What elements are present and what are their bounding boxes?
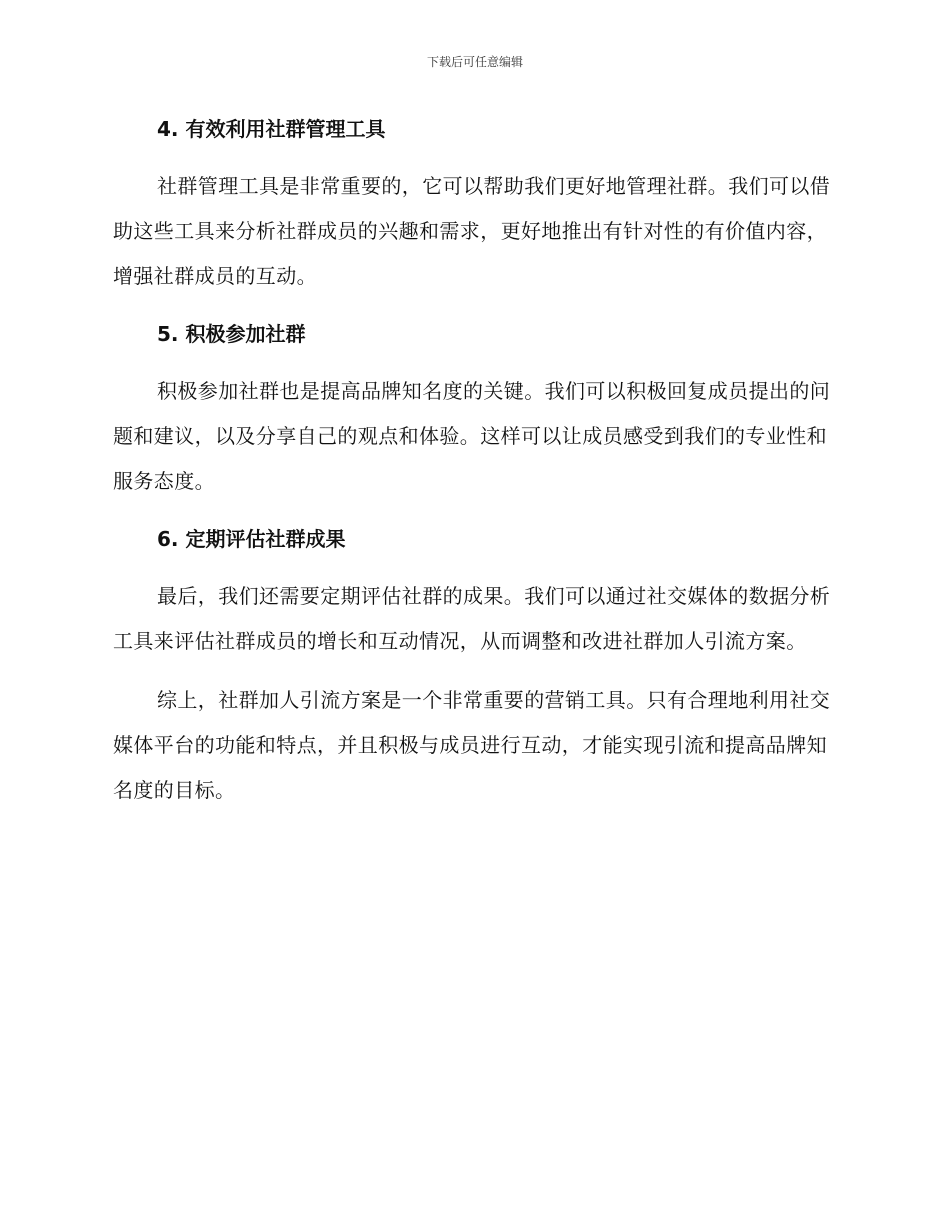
paragraph-line: 综上，社群加人引流方案是一个非常重要的营销工具。只有合理地利用 [157,688,790,712]
paragraph-line: 以借助这些工具来分析社群成员的兴趣和需求，更好地推出有针对性的有价 [113,174,831,243]
section-heading-4: 4. 有效利用社群管理工具 [157,117,386,141]
paragraph-line: 方案。 [745,629,807,653]
document-body [113,108,833,813]
paragraph-line: 最后，我们还需要定期评估社群的成果。我们可以通过社交媒体的数据 [157,584,790,608]
section-heading-6: 6. 定期评估社群成果 [157,527,346,551]
paragraph-line: 的问题和建议，以及分享自己的观点和体验。这样可以让成员感受到我们的 [113,379,831,448]
section-4-paragraph [113,164,833,299]
page-header: 下载后可任意编辑 [426,55,523,69]
section-5-paragraph [113,369,833,504]
paragraph-line: 专业性和服务态度。 [113,424,828,493]
paragraph-line: 社群管理工具是非常重要的，它可以帮助我们更好地管理社群。我们可 [157,174,790,198]
paragraph-line: 社交媒体平台的功能和特点，并且积极与成员进行互动，才能实现引流和提 [113,688,831,757]
paragraph-line: 分析工具来评估社群成员的增长和互动情况，从而调整和改进社群加人引流 [113,584,831,653]
paragraph-line: 积极参加社群也是提高品牌知名度的关键。我们可以积极回复成员提出 [157,379,790,403]
section-heading-5: 5. 积极参加社群 [157,322,306,346]
paragraph-line: 值内容，增强社群成员的互动。 [113,219,828,288]
conclusion-paragraph [113,678,833,813]
section-6-paragraph [113,574,833,664]
paragraph-line: 高品牌知名度的目标。 [113,733,828,802]
